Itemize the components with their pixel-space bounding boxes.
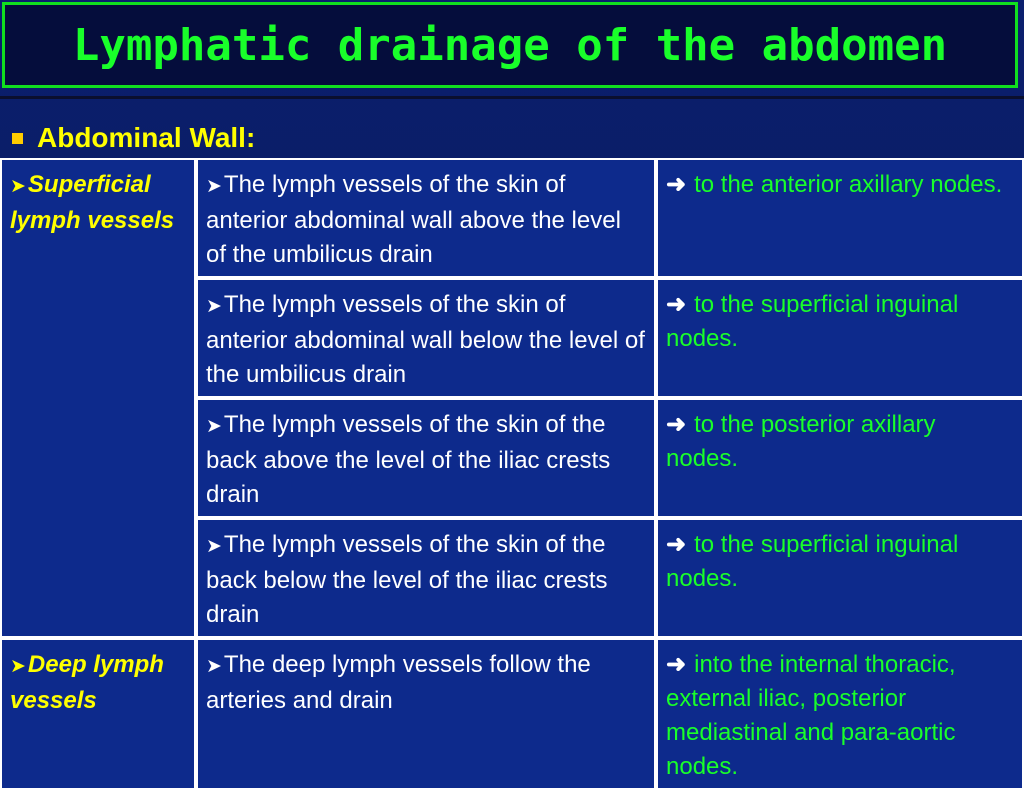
target-text: to the posterior axillary nodes. — [666, 411, 936, 472]
title-box — [2, 2, 1018, 88]
group-label: Deep lymph vessels — [10, 651, 164, 714]
table-row — [0, 638, 1024, 790]
source-cell — [196, 398, 656, 518]
drainage-table — [0, 158, 1024, 790]
target-text: to the superficial inguinal nodes. — [666, 531, 959, 592]
right-arrow-icon: ➜ — [666, 171, 687, 198]
target-text: into the internal thoracic, external iliac, posterior mediastinal and para-aortic nodes. — [666, 651, 956, 780]
arrowhead-bullet-icon: ➤ — [206, 176, 222, 197]
target-cell — [656, 398, 1024, 518]
source-text: The lymph vessels of the skin of the back below the level of the iliac crests drain — [206, 531, 608, 628]
arrowhead-bullet-icon: ➤ — [206, 416, 222, 437]
source-cell — [196, 638, 656, 790]
right-arrow-icon: ➜ — [666, 411, 687, 438]
right-arrow-icon: ➜ — [666, 651, 687, 678]
arrowhead-bullet-icon: ➤ — [206, 656, 222, 677]
source-text: The lymph vessels of the skin of anterior abdominal wall above the level of the umbilicus drain — [206, 171, 621, 268]
right-arrow-icon: ➜ — [666, 531, 687, 558]
title-divider — [0, 96, 1024, 99]
target-text: to the anterior axillary nodes. — [694, 171, 1003, 198]
target-cell — [656, 158, 1024, 278]
subheading — [12, 118, 255, 158]
source-cell — [196, 158, 656, 278]
group-label: Superficial lymph vessels — [10, 171, 175, 234]
table-row — [0, 158, 1024, 278]
target-cell — [656, 278, 1024, 398]
arrowhead-bullet-icon: ➤ — [206, 536, 222, 557]
source-cell — [196, 278, 656, 398]
target-cell — [656, 518, 1024, 638]
source-cell — [196, 518, 656, 638]
group-label-cell — [0, 158, 196, 638]
arrowhead-bullet-icon: ➤ — [206, 296, 222, 317]
square-bullet-icon — [12, 133, 23, 144]
group-label-cell — [0, 638, 196, 790]
arrowhead-bullet-icon: ➤ — [10, 656, 26, 677]
source-text: The lymph vessels of the skin of anterior abdominal wall below the level of the umbilicus drain — [206, 291, 645, 388]
arrowhead-bullet-icon: ➤ — [10, 176, 26, 197]
source-text: The lymph vessels of the skin of the back above the level of the iliac crests drain — [206, 411, 611, 508]
subheading-text: Abdominal Wall: — [37, 122, 256, 153]
source-text: The deep lymph vessels follow the arteries and drain — [206, 651, 591, 714]
slide-title: Lymphatic drainage of the abdomen — [72, 19, 948, 71]
right-arrow-icon: ➜ — [666, 291, 687, 318]
target-cell — [656, 638, 1024, 790]
target-text: to the superficial inguinal nodes. — [666, 291, 959, 352]
